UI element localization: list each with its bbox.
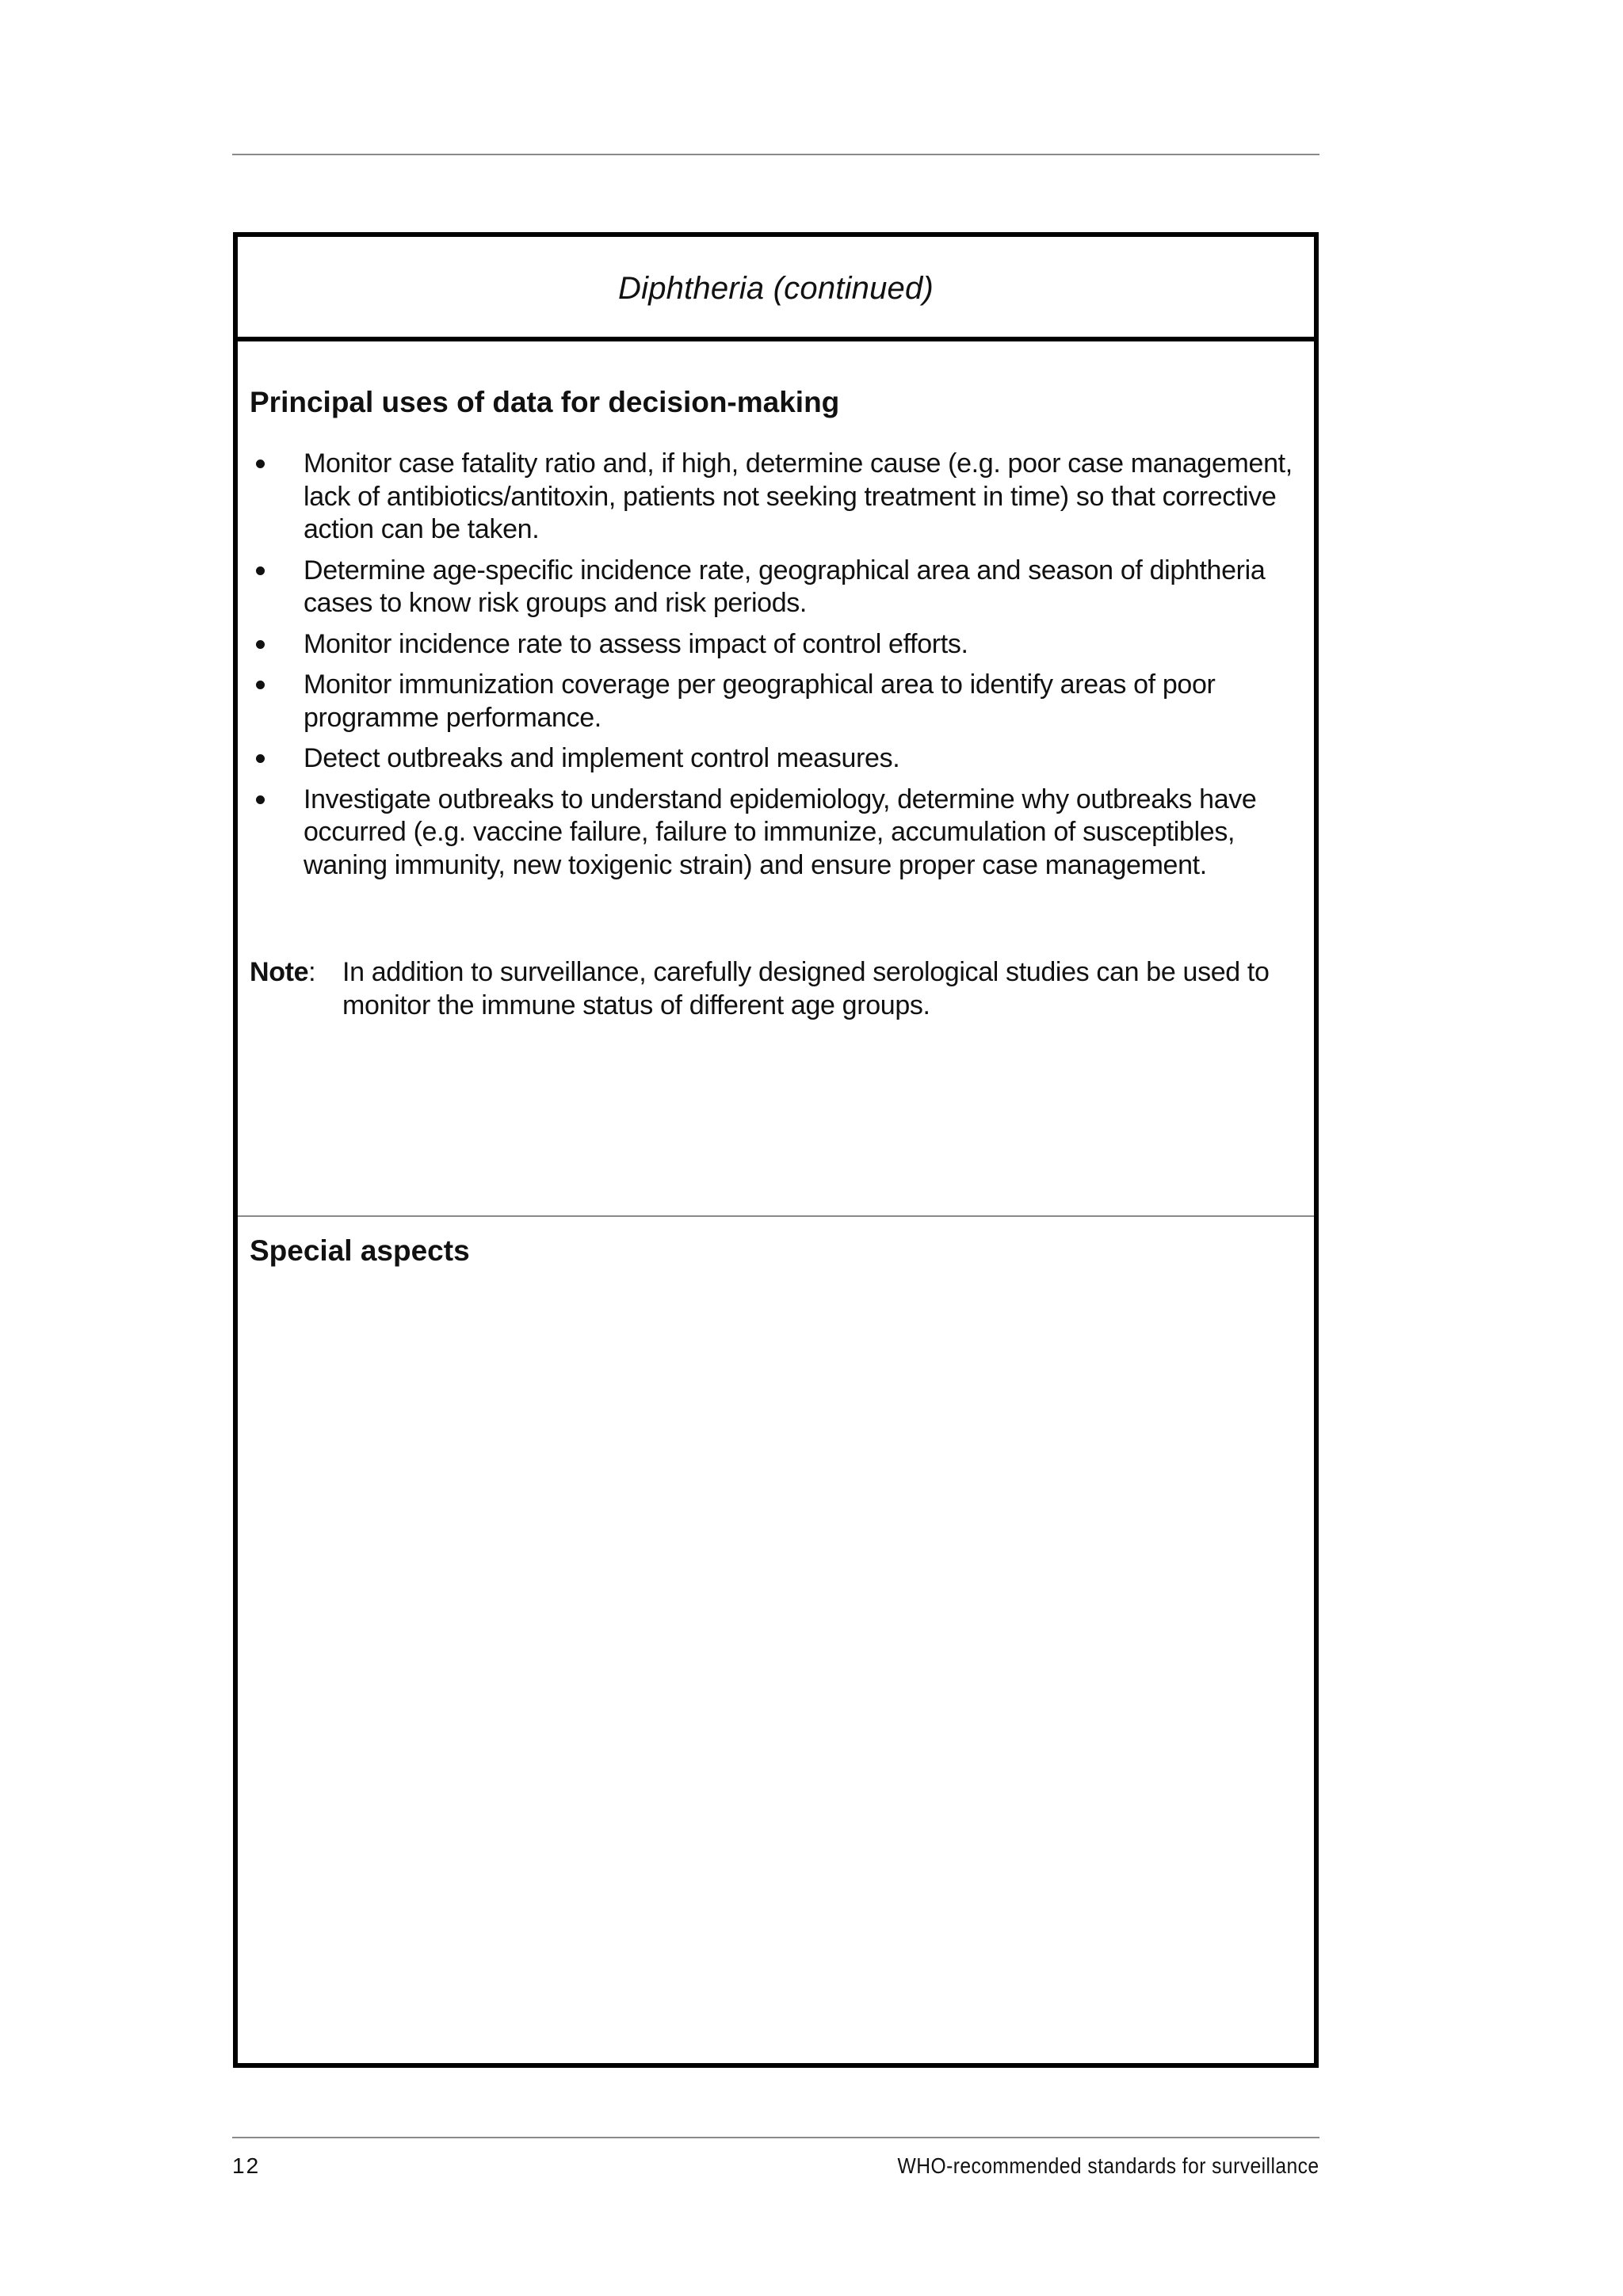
bullet-icon xyxy=(256,640,265,649)
list-item-text: Investigate outbreaks to understand epidemiology, determine why outbreaks have occurred (e.g. vaccine failure, failure to immunize, accumulation of susceptibles, waning immunity, new toxigenic strain) and ensure proper case management. xyxy=(304,784,1257,880)
footer-rule xyxy=(232,2137,1319,2138)
disease-box xyxy=(233,232,1319,2068)
bullet-icon xyxy=(256,566,265,575)
list-item xyxy=(250,555,1304,620)
principal-uses-section xyxy=(238,341,1314,1217)
bullet-icon xyxy=(256,795,265,804)
list-item-text: Monitor immunization coverage per geographical area to identify areas of poor programme performance. xyxy=(304,669,1216,733)
list-item-text: Detect outbreaks and implement control measures. xyxy=(304,743,900,773)
list-item-text: Monitor incidence rate to assess impact of control efforts. xyxy=(304,628,968,659)
running-footer-title: WHO-recommended standards for surveillance xyxy=(897,2153,1319,2178)
list-item xyxy=(250,448,1304,547)
header-rule xyxy=(232,154,1319,155)
box-title: Diphtheria (continued) xyxy=(618,270,934,306)
list-item-text: Determine age-specific incidence rate, geographical area and season of diphtheria cases to know risk groups and risk periods. xyxy=(304,555,1266,618)
bullet-icon xyxy=(256,681,265,689)
special-aspects-heading: Special aspects xyxy=(250,1234,470,1267)
principal-uses-list xyxy=(250,448,1304,890)
list-item xyxy=(250,742,1304,776)
principal-uses-heading: Principal uses of data for decision-making xyxy=(250,386,840,418)
note-text: In addition to surveillance, carefully designed serological studies can be used to monitor the immune status of different age groups. xyxy=(342,957,1270,1020)
page-number: 12 xyxy=(232,2153,261,2178)
list-item xyxy=(250,784,1304,883)
list-item-text: Monitor case fatality ratio and, if high, determine cause (e.g. poor case management, lack of antibiotics/antitoxin, patients not seeking treatment in time) so that corrective action can be taken. xyxy=(304,448,1293,544)
note xyxy=(250,956,1304,1022)
bullet-icon xyxy=(256,754,265,763)
note-label-bold: Note xyxy=(250,957,309,987)
box-header xyxy=(238,237,1314,341)
list-item xyxy=(250,669,1304,734)
note-label xyxy=(250,956,315,990)
special-aspects-section xyxy=(238,1219,1314,2058)
list-item xyxy=(250,628,1304,662)
note-colon: : xyxy=(308,957,316,987)
bullet-icon xyxy=(256,460,265,468)
